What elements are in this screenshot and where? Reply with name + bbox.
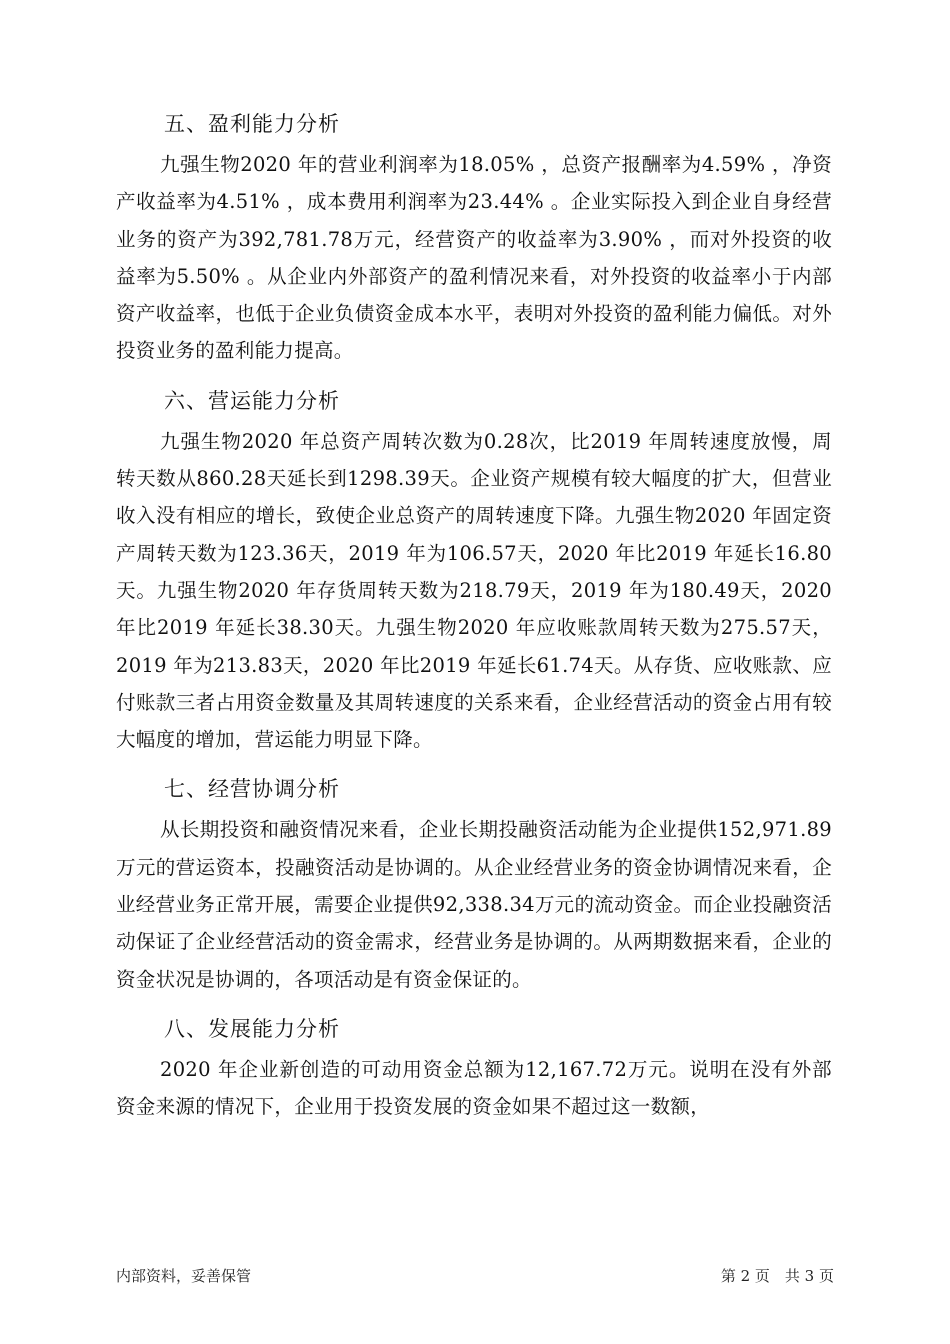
section-heading-development: 八、发展能力分析 xyxy=(164,1016,340,1041)
document-body xyxy=(116,104,832,1137)
section-paragraph-operating-coordination: 从长期投资和融资情况来看，企业长期投融资活动能为企业提供152,971.89万元的营运资本，投融资活动是协调的。从企业经营业务的资金协调情况来看，企业经营业务正常开展，需要企业提供92,338.34万元的流动资金。而企业投融资活动保证了企业经营活动的资金需求，经营业务是协调的。从两期数据来看，企业的资金状况是协调的，各项活动是有资金保证的。 xyxy=(116,818,832,991)
section-paragraph-profitability: 九强生物2020 年的营业利润率为18.05% ，总资产报酬率为4.59% ，净资产收益率为4.51% ，成本费用利润率为23.44% 。企业实际投入到企业自身经营业务的资产为392,781.78万元，经营资产的收益率为3.90% ，而对外投资的收益率为5.50% 。从企业内外部资产的盈利情况来看，对外投资的收益率小于内部资产收益率，也低于企业负债资金成本水平，表明对外投资的盈利能力偏低。对外投资业务的盈利能力提高。 xyxy=(116,153,832,363)
footer-confidential-note: 内部资料，妥善保管 xyxy=(116,1267,252,1285)
section-paragraph-development: 2020 年企业新创造的可动用资金总额为12,167.72万元。说明在没有外部资金来源的情况下，企业用于投资发展的资金如果不超过这一数额， xyxy=(116,1057,832,1119)
section-paragraph-operating-capacity: 九强生物2020 年总资产周转次数为0.28次，比2019 年周转速度放慢，周转天数从860.28天延长到1298.39天。企业资产规模有较大幅度的扩大，但营业收入没有相应的增长，致使企业总资产的周转速度下降。九强生物2020 年固定资产周转天数为123.36天，2019 年为106.57天，2020 年比2019 年延长16.80天。九强生物2020 年存货周转天数为218.79天，2019 年为180.49天，2020 年比2019 年延长38.30天。九强生物2020 年应收账款周转天数为275.57天，2019 年为213.83天，2020 年比2019 年延长61.74天。从存货、应收账款、应付账款三者占用资金数量及其周转速度的关系来看，企业经营活动的资金占用有较大幅度的增加，营运能力明显下降。 xyxy=(116,429,832,752)
section-heading-profitability: 五、盈利能力分析 xyxy=(164,112,340,136)
footer-page-number: 第 2 页 共 3 页 xyxy=(720,1267,834,1285)
section-heading-operating-coordination: 七、经营协调分析 xyxy=(164,777,340,802)
section-heading-operating-capacity: 六、营运能力分析 xyxy=(164,388,340,413)
